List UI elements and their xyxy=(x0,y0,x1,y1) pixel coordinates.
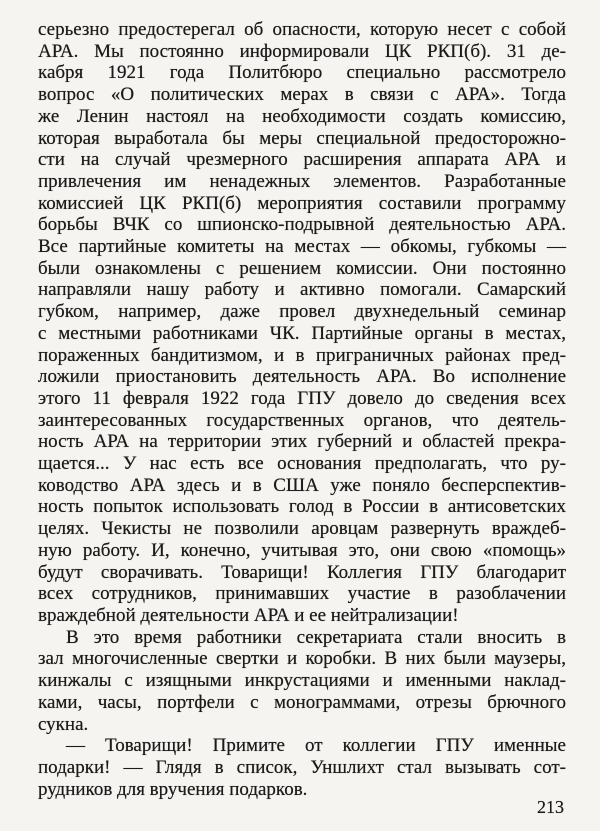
text-line: комиссией ЦК РКП(б) мероприятия составили программу xyxy=(38,192,566,214)
text-line: ность попыток использовать голод в России в антисоветских xyxy=(38,496,566,518)
text-line: ложили приостановить деятельность АРА. Во исполнение xyxy=(38,366,566,388)
text-line: подарки! — Глядя в список, Уншлихт стал вызывать сот- xyxy=(38,756,566,778)
text-line: АРА. Мы постоянно информировали ЦК РКП(б). 31 де- xyxy=(38,40,566,62)
text-line: серьезно предостерегал об опасности, которую несет с собой xyxy=(38,19,566,40)
text-line: сукна. xyxy=(38,713,89,735)
paragraph xyxy=(38,627,566,736)
page-text xyxy=(38,19,566,800)
text-line: направляли нашу работу и активно помогали. Самарский xyxy=(38,279,566,301)
text-line: — Товарищи! Примите от коллегии ГПУ именные xyxy=(66,735,566,757)
text-line: борьбы ВЧК со шпионско-подрывной деятельностью АРА. xyxy=(38,214,566,236)
page-number: 213 xyxy=(537,797,564,817)
text-line: ководство АРА здесь и в США уже поняло бесперспектив- xyxy=(38,474,566,496)
text-line: ность АРА на территории этих губерний и областей прекра- xyxy=(38,431,566,453)
text-line: губком, например, даже провел двухнедельный семинар xyxy=(38,301,566,323)
text-line: целях. Чекисты не позволили аровцам развернуть враждеб- xyxy=(38,518,566,540)
text-line: щается... У нас есть все основания предполагать, что ру- xyxy=(38,453,566,475)
text-line: были ознакомлены с решением комиссии. Они постоянно xyxy=(38,257,566,279)
text-line: будут сворачивать. Товарищи! Коллегия ГПУ благодарит xyxy=(38,561,566,583)
text-line: с местными работниками ЧК. Партийные органы в местах, xyxy=(38,322,566,344)
text-line: ками, часы, портфели с монограммами, отрезы брючного xyxy=(38,691,566,713)
text-line: же Ленин настоял на необходимости создать комиссию, xyxy=(38,105,566,127)
text-line: зал многочисленные свертки и коробки. В них были маузеры, xyxy=(38,648,566,670)
text-line: пораженных бандитизмом, и в приграничных районах пред- xyxy=(38,344,566,366)
text-line: всех сотрудников, принимавших участие в разоблачении xyxy=(38,583,566,605)
text-line: сти на случай чрезмерного расширения аппарата АРА и xyxy=(38,149,566,171)
text-line: которая выработала бы меры специальной предосторожно- xyxy=(38,127,566,149)
text-line: Все партийные комитеты на местах — обкомы, губкомы — xyxy=(38,236,566,258)
text-line: заинтересованных государственных органов, что деятель- xyxy=(38,409,566,431)
text-line: ную работу. И, конечно, учитывая это, они свою «помощь» xyxy=(38,539,566,561)
text-line: этого 11 февраля 1922 года ГПУ довело до сведения всех xyxy=(38,387,566,409)
text-line: кабря 1921 года Политбюро специально рассмотрело xyxy=(38,62,566,84)
paragraph xyxy=(38,735,566,800)
text-line: враждебной деятельности АРА и ее нейтрализации! xyxy=(38,604,459,626)
text-line: привлечения им ненадежных элементов. Разработанные xyxy=(38,170,566,192)
text-line: вопрос «О политических мерах в связи с АРА». Тогда xyxy=(38,84,566,106)
text-line: кинжалы с изящными инкрустациями и именными наклад- xyxy=(38,670,566,692)
text-line: рудников для вручения подарков. xyxy=(38,778,308,800)
text-line: В это время работники секретариата стали вносить в xyxy=(66,626,566,648)
paragraph xyxy=(38,19,566,627)
